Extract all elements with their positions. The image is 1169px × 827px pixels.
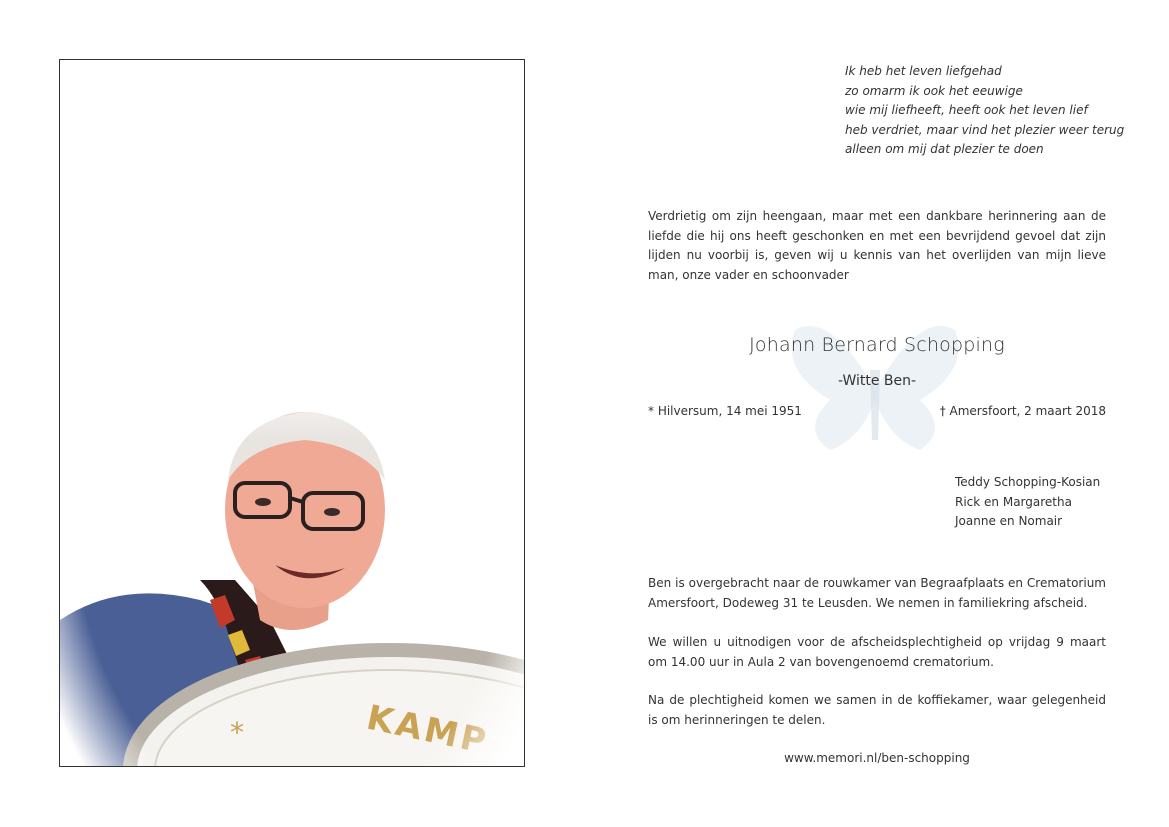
deceased-name: Johann Bernard Schopping [749, 334, 1005, 356]
poem [845, 62, 1124, 160]
deceased-nickname: -Witte Ben- [837, 373, 917, 389]
birth-info: * Hilversum, 14 mei 1951 [648, 404, 802, 418]
details-paragraph-ceremony: We willen u uitnodigen voor de afscheidsplechtigheid op vrijdag 9 maart om 14.00 uur in Aula 2 van bovengenoemd crematorium. [648, 635, 1106, 669]
website-link[interactable]: www.memori.nl/ben-schopping [784, 751, 970, 765]
poem-line: wie mij liefheeft, heeft ook het leven lief [845, 103, 1088, 117]
poem-line: Ik heb het leven liefgehad [845, 64, 1002, 78]
poem-line: alleen om mij dat plezier te doen [845, 142, 1044, 156]
family-member: Joanne en Nomair [955, 514, 1063, 528]
family-list [955, 473, 1100, 532]
family-member: Teddy Schopping-Kosian [955, 475, 1101, 489]
portrait-photo-frame [59, 59, 525, 767]
family-member: Rick en Margaretha [955, 494, 1072, 509]
details-paragraph-gathering: Na de plechtigheid komen we samen in de koffiekamer, waar gelegenheid is om herinneringen te delen. [648, 693, 1106, 727]
details-paragraph-location: Ben is overgebracht naar de rouwkamer van Begraafplaats en Crematorium Amersfoort, Dodeweg 31 te Leusden. We nemen in familiekring afscheid. [648, 576, 1106, 610]
portrait-photo [60, 60, 525, 767]
poem-line: heb verdriet, maar vind het plezier weer terug [845, 122, 1125, 137]
death-info: † Amersfoort, 2 maart 2018 [939, 404, 1106, 418]
poem-line: zo omarm ik ook het eeuwige [845, 83, 1023, 98]
announcement-intro: Verdrietig om zijn heengaan, maar met een dankbare herinnering aan de liefde die hij ons heeft geschonken en met een bevrijdend gevoel dat zijn lijden nu voorbij is, geven wij u kennis van het overlijden van mijn lieve man, onze vader en schoonvader [648, 209, 1106, 282]
